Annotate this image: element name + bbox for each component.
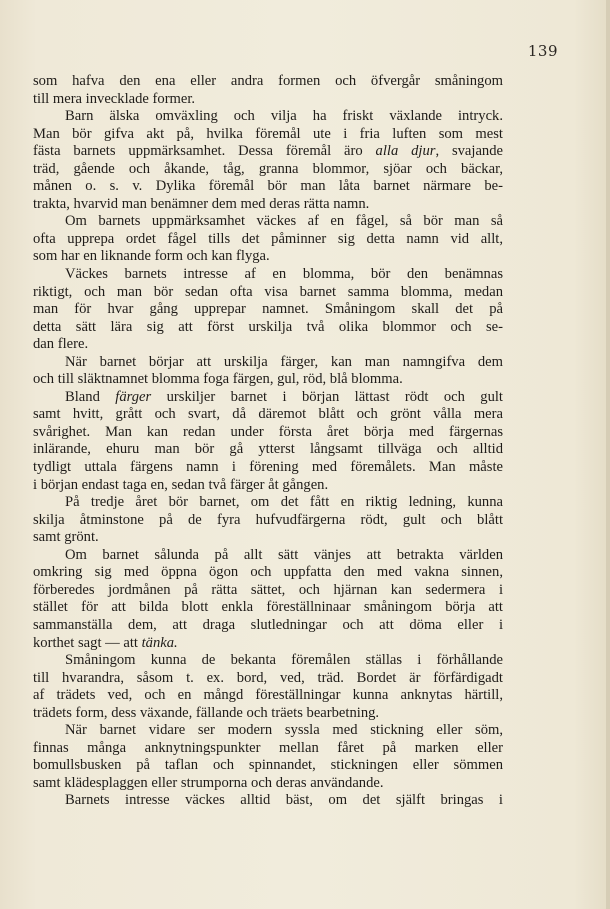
page-number: 139 bbox=[527, 42, 558, 60]
text-line bbox=[33, 143, 503, 161]
text-line bbox=[33, 266, 503, 284]
emphasized-text: tänka. bbox=[141, 634, 178, 651]
text-segment: urskiljer barnet i början lättast rödt och gult bbox=[151, 388, 503, 405]
text-line bbox=[33, 354, 503, 372]
text-line bbox=[33, 757, 503, 775]
text-segment: När barnet vidare ser modern syssla med stickning eller söm, bbox=[65, 722, 503, 739]
text-line bbox=[33, 406, 503, 424]
emphasized-text: alla djur bbox=[375, 143, 436, 160]
text-segment: i början endast taga en, sedan två färger åt gången. bbox=[33, 476, 329, 493]
emphasized-text: färger bbox=[115, 388, 152, 405]
text-line bbox=[33, 389, 503, 407]
body-text bbox=[33, 73, 503, 810]
text-line bbox=[33, 687, 503, 705]
text-line bbox=[33, 126, 503, 144]
text-segment: till mera invecklade former. bbox=[33, 90, 196, 107]
text-segment: svårighet. Man kan redan under första året börja med färgernas bbox=[33, 423, 503, 440]
text-segment: inlärande, ehuru man bör gå ytterst långsamt tillväga och alltid bbox=[33, 441, 503, 458]
text-line bbox=[33, 547, 503, 565]
text-line bbox=[33, 705, 503, 723]
text-segment: till hvarandra, såsom t. ex. bord, ved, träd. Bordet är förfärdigadt bbox=[33, 669, 503, 686]
text-line bbox=[33, 582, 503, 600]
text-segment: detta sätt lära sig att först urskilja två olika blommor och se- bbox=[33, 318, 503, 335]
text-segment: trakta, hvarvid man benämner dem med deras rätta namn. bbox=[33, 195, 370, 212]
text-segment: Om barnet sålunda på allt sätt vänjes att betrakta världen bbox=[65, 546, 503, 563]
text-segment: riktigt, och man bör sedan ofta visa barnet samma blomma, medan bbox=[33, 283, 503, 300]
text-segment: Småningom kunna de bekanta föremålen ställas i förhållande bbox=[65, 652, 503, 669]
text-line bbox=[33, 108, 503, 126]
text-segment: omkring sig med öppna ögon och uppfatta den med vakna sinnen, bbox=[33, 564, 503, 581]
text-segment: När barnet börjar att urskilja färger, kan man namngifva dem bbox=[65, 353, 503, 370]
text-segment: korthet sagt — att bbox=[33, 634, 142, 651]
text-line bbox=[33, 670, 503, 688]
text-segment: månen o. s. v. Dylika föremål bör man låta barnet närmare be- bbox=[33, 178, 503, 195]
text-segment: tydligt uttala färgens namn i förening med föremålets. Man måste bbox=[33, 459, 503, 476]
text-line bbox=[33, 564, 503, 582]
page-edge bbox=[606, 0, 610, 909]
text-segment: Barnets intresse väckes alltid bäst, om det själft bringas i bbox=[65, 792, 503, 809]
text-segment: man för hvar gång upprepar namnet. Småningom skall det på bbox=[33, 301, 503, 318]
text-line bbox=[33, 91, 503, 109]
text-segment: Man bör gifva akt på, hvilka föremål ute i fria luften som mest bbox=[33, 125, 503, 142]
text-segment: samt hvitt, grått och svart, då däremot blått och grönt vålla mera bbox=[33, 406, 503, 423]
text-line bbox=[33, 196, 503, 214]
text-line bbox=[33, 459, 503, 477]
text-segment: Väckes barnets intresse af en blomma, bör den benämnas bbox=[65, 266, 503, 283]
text-segment: , svajande bbox=[435, 143, 503, 160]
text-line bbox=[33, 477, 503, 495]
text-line bbox=[33, 722, 503, 740]
text-segment: sammanställa dem, att draga slutledningar och att döma eller i bbox=[33, 616, 503, 633]
text-line bbox=[33, 301, 503, 319]
text-segment: samt grönt. bbox=[33, 529, 99, 546]
text-line bbox=[33, 371, 503, 389]
text-segment: fästa barnets uppmärksamhet. Dessa föremål äro bbox=[33, 143, 376, 160]
text-segment: finnas många anknytningspunkter mellan fåret på marken eller bbox=[33, 739, 503, 756]
text-line bbox=[33, 336, 503, 354]
text-segment: träd, gående och åkande, tåg, granna blommor, sjöar och bäckar, bbox=[33, 160, 503, 177]
text-line bbox=[33, 248, 503, 266]
text-line bbox=[33, 617, 503, 635]
text-segment: bomullsbusken på taflan och spinnandet, stickningen eller sömmen bbox=[33, 757, 503, 774]
text-line bbox=[33, 161, 503, 179]
text-line bbox=[33, 599, 503, 617]
text-line bbox=[33, 512, 503, 530]
text-line bbox=[33, 178, 503, 196]
text-line bbox=[33, 319, 503, 337]
text-segment: ofta upprepa ordet fågel tills det påminner sig detta namn vid allt, bbox=[33, 230, 503, 247]
text-segment: trädets form, dess växande, fällande och träets bearbetning. bbox=[33, 704, 380, 721]
text-segment: På tredje året bör barnet, om det fått en riktig ledning, kunna bbox=[65, 494, 503, 511]
text-line bbox=[33, 231, 503, 249]
text-segment: och till släktnamnet blomma foga färgen, gul, röd, blå blomma. bbox=[33, 371, 403, 388]
text-segment: skilja åtminstone på de fyra hufvudfärgerna rödt, gult och blått bbox=[33, 511, 503, 528]
text-line bbox=[33, 529, 503, 547]
text-line bbox=[33, 213, 503, 231]
text-line bbox=[33, 441, 503, 459]
text-segment: Bland bbox=[65, 388, 116, 405]
text-line bbox=[33, 740, 503, 758]
text-segment: Barn älska omväxling och vilja ha friskt växlande intryck. bbox=[65, 108, 503, 125]
text-line bbox=[33, 284, 503, 302]
text-line bbox=[33, 494, 503, 512]
text-segment: som hafva den ena eller andra formen och öfvergår småningom bbox=[33, 73, 503, 89]
text-segment: dan flere. bbox=[33, 336, 89, 353]
text-line bbox=[33, 792, 503, 810]
text-segment: stället för att bilda blott enkla föreställninaar småningom börja att bbox=[33, 599, 503, 616]
text-line bbox=[33, 775, 503, 793]
text-line bbox=[33, 652, 503, 670]
text-segment: förberedes jordmånen på rätta sättet, och hjärnan kan sedermera i bbox=[33, 581, 503, 598]
text-segment: Om barnets uppmärksamhet väckes af en fågel, så bör man så bbox=[65, 213, 503, 230]
text-line bbox=[33, 635, 503, 653]
text-segment: samt klädesplaggen eller strumporna och deras användande. bbox=[33, 774, 384, 791]
text-segment: af trädets ved, och en mångd föreställningar kunna anknytas härtill, bbox=[33, 687, 503, 704]
text-line bbox=[33, 73, 503, 91]
text-line bbox=[33, 424, 503, 442]
text-segment: som har en liknande form och kan flyga. bbox=[33, 248, 270, 265]
